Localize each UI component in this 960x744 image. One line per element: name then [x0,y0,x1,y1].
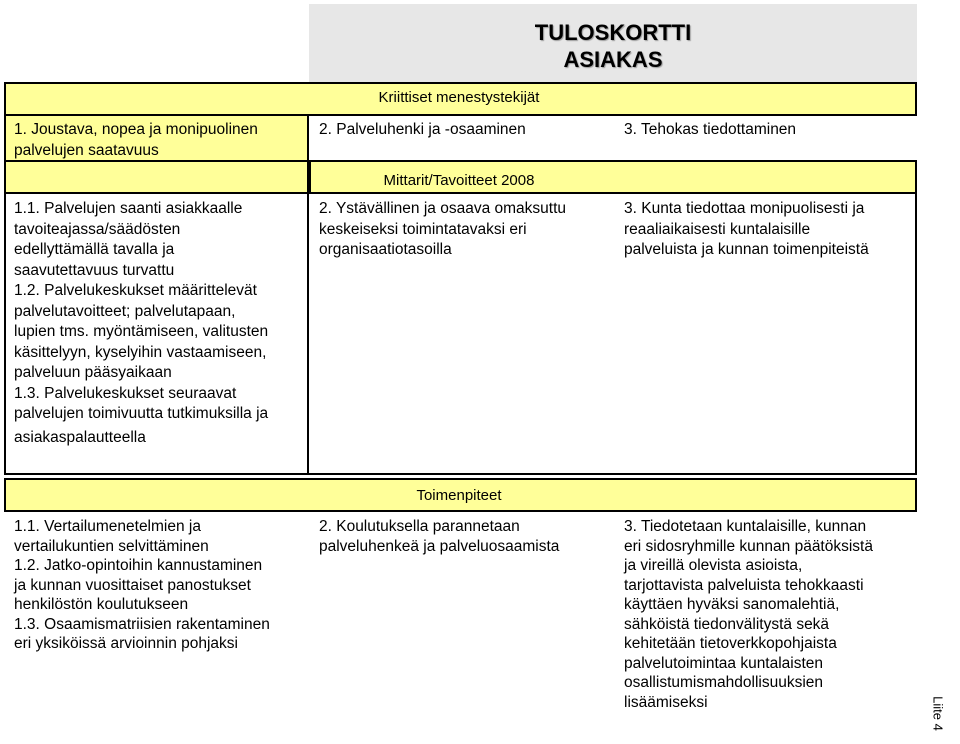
measure-line: palveluun pääsyaikaan [14,364,172,381]
document-title-line2: ASIAKAS [563,47,663,72]
measure-line: palvelutavoitteet; palvelutapaan, [14,302,236,320]
criteria-col1-line2: palvelujen saatavuus [14,141,159,159]
action-line: 2. Koulutuksella parannetaan [319,518,520,535]
actions-col1 [14,517,270,654]
measure-line: tavoiteajassa/säädösten [14,220,181,238]
criteria-col2: 2. Palveluhenki ja -osaaminen [319,121,526,138]
measure-line: 1.2. Palvelukeskukset määrittelevät [14,282,257,299]
measures-col2 [319,199,566,261]
actions-col3 [624,517,873,712]
measure-line: 3. Kunta tiedottaa monipuolisesti ja [624,200,865,217]
action-line: 1.3. Osaamismatriisien rakentaminen [14,615,270,633]
measure-line: 2. Ystävällinen ja osaava omaksuttu [319,200,567,217]
title-box [309,4,917,82]
appendix-label: Liite 4 [930,696,946,731]
action-line: käyttäen hyväksi sanomalehtiä, [624,596,840,613]
measure-line: organisaatiotasoilla [319,241,452,258]
action-line: palvelutoimintaa kuntalaisten [624,654,824,672]
action-line: kehitetään tietoverkkopohjaista [624,635,837,652]
action-line: sähköistä tiedonvälitystä sekä [624,615,830,633]
measure-line: palvelujen toimivuutta tutkimuksilla ja [14,405,269,422]
measure-line: käsittelyyn, kyselyihin vastaamiseen, [14,343,267,361]
criteria-col1-line1: 1. Joustava, nopea ja monipuolinen [14,121,258,138]
document-title-line1: TULOSKORTTI [534,20,692,45]
measures-header: Mittarit/Tavoitteet 2008 [383,172,535,189]
action-line: osallistumismahdollisuuksien [624,674,824,691]
action-line: henkilöstön koulutukseen [14,596,189,613]
action-line: eri yksiköissä arvioinnin pohjaksi [14,635,238,652]
measure-line: 1.1. Palvelujen saanti asiakkaalle [14,200,243,217]
action-line: 1.2. Jatko-opintoihin kannustaminen [14,557,263,574]
measure-line: palveluista ja kunnan toimenpiteistä [624,241,869,258]
action-line: 3. Tiedotetaan kuntalaisille, kunnan [624,518,867,535]
criteria-header: Kriittiset menestystekijät [378,89,540,106]
criteria-col1 [14,120,258,161]
measure-line: asiakaspalautteella [14,428,146,446]
measures-col3 [624,199,869,261]
action-line: 1.1. Vertailumenetelmien ja [14,518,201,535]
actions-col2 [319,517,559,556]
measure-line: lupien tms. myöntämiseen, valitusten [14,323,269,340]
measure-line: reaaliaikaisesti kuntalaisille [624,220,811,238]
action-line: eri sidosryhmille kunnan päätöksistä [624,537,873,555]
measures-left-box [4,160,309,194]
action-line: lisäämiseksi [624,693,708,711]
actions-header: Toimenpiteet [416,487,502,504]
action-line: tarjottavista palveluista tehokkaasti [624,576,864,594]
measures-col1 [14,199,268,448]
measure-line: keskeiseksi toimintatavaksi eri [319,220,527,238]
criteria-col3: 3. Tehokas tiedottaminen [624,121,797,138]
measure-line: edellyttämällä tavalla ja [14,241,175,258]
measures-divider-1 [307,192,309,475]
action-line: ja kunnan vuosittaiset panostukset [14,576,251,594]
measure-line: 1.3. Palvelukeskukset seuraavat [14,384,237,402]
action-line: vertailukuntien selvittäminen [14,537,209,555]
measure-line: saavutettavuus turvattu [14,261,175,279]
action-line: palveluhenkeä ja palveluosaamista [319,537,560,555]
action-line: ja vireillä olevista asioista, [624,557,803,574]
